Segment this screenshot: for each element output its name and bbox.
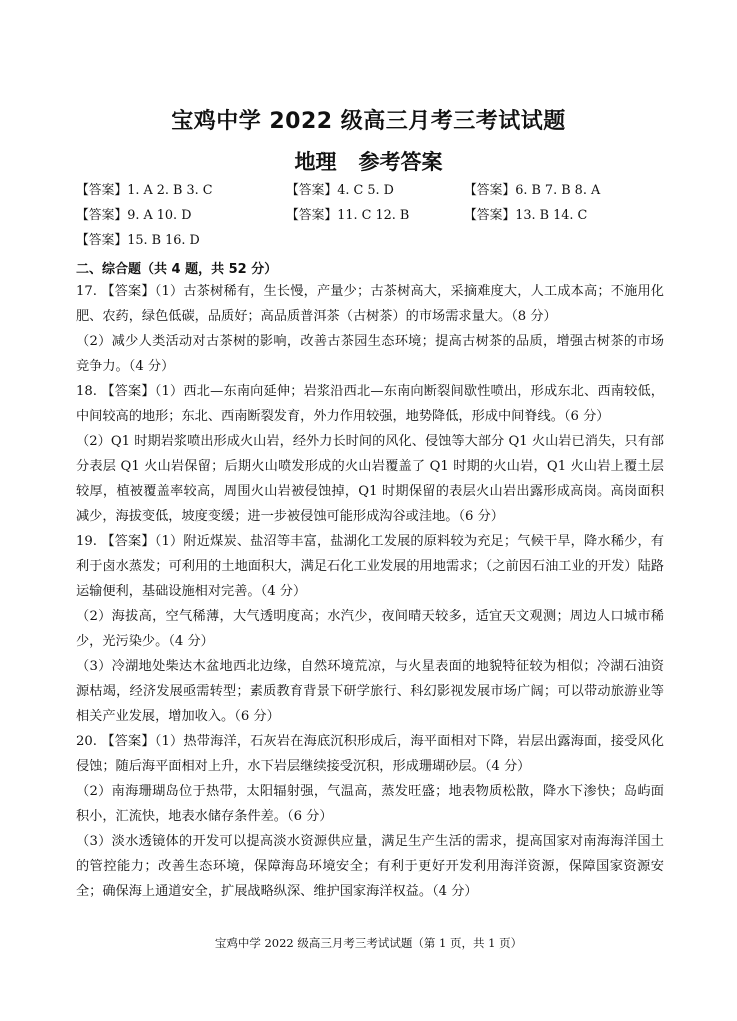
answer-key-label: 参考答案 [358, 150, 443, 174]
answer-20-part-1: 20. 【答案】（1）热带海洋，石灰岩在海底沉积形成后，海平面相对下降，岩层出露海面，接受风化侵蚀；随后海平面相对上升，水下岩层继续接受沉积，形成珊瑚砂层。（4 分） [76, 734, 664, 774]
mc-answer-group: 【答案】15. B 16. D [76, 233, 200, 248]
answer-17-part-2: （2）减少人类活动对古茶树的影响，改善古茶园生态环境；提高古树茶的品质，增强古树茶的市场竞争力。（4 分） [76, 334, 664, 374]
page-footer: 宝鸡中学 2022 级高三月考三考试试题（第 1 页，共 1 页） [214, 936, 523, 950]
answer-19-part-3: （3）冷湖地处柴达木盆地西北边缘，自然环境荒凉，与火星表面的地貌特征较为相似；冷湖石油资源枯竭，经济发展亟需转型；素质教育背景下研学旅行、科幻影视发展市场广阔；可以带动旅游业等相关产业发展，增加收入。（6 分） [76, 659, 664, 724]
mc-answers-row-2 [76, 205, 676, 227]
mc-answer-group: 【答案】6. B 7. B 8. A [464, 183, 601, 198]
answer-17-part-1: 17. 【答案】（1）古茶树稀有，生长慢，产量少；古茶树高大，采摘难度大，人工成本高；不施用化肥、农药，绿色低碳，品质好；高品质普洱茶（古树茶）的市场需求量大。（8 分） [76, 284, 664, 324]
answer-20-part-3: （3）淡水透镜体的开发可以提高淡水资源供应量，满足生产生活的需求，提高国家对南海海洋国土的管控能力；改善生态环境，保障海岛环境安全；有利于更好开发利用海洋资源，保障国家资源安全；确保海上通道安全，扩展战略纵深、维护国家海洋权益。（4 分） [76, 834, 664, 899]
section-heading: 二、综合题（共 4 题，共 52 分） [76, 262, 278, 277]
mc-answer-group: 【答案】9. A 10. D [76, 208, 192, 223]
answer-20-part-2: （2）南海珊瑚岛位于热带，太阳辐射强，气温高，蒸发旺盛；地表物质松散，降水下渗快；岛屿面积小，汇流快，地表水储存条件差。（6 分） [76, 784, 664, 824]
answer-18-part-1: 18. 【答案】（1）西北—东南向延伸；岩浆沿西北—东南向断裂间歇性喷出，形成东北、西南较低，中间较高的地形；东北、西南断裂发育，外力作用较强，地势降低，形成中间脊线。（6 分） [76, 384, 664, 424]
page-subtitle [0, 146, 737, 176]
mc-answer-group: 【答案】13. B 14. C [464, 208, 588, 223]
answer-19-part-2: （2）海拔高，空气稀薄，大气透明度高；水汽少，夜间晴天较多，适宜天文观测；周边人口城市稀少，光污染少。（4 分） [76, 609, 664, 649]
subject-label: 地理 [294, 150, 337, 174]
mc-answer-group: 【答案】11. C 12. B [286, 208, 410, 223]
answer-18-part-2: （2）Q1 时期岩浆喷出形成火山岩，经外力长时间的风化、侵蚀等大部分 Q1 火山岩已消失，只有部分表层 Q1 火山岩保留；后期火山喷发形成的火山岩覆盖了 Q1 时期的火山岩，Q1 火山岩上覆土层较厚，植被覆盖率较高，周围火山岩被侵蚀掉，Q1 时期保留的表层火山岩出露形成高岗。高岗面积减少，海拔变低，坡度变缓；进一步被侵蚀可能形成沟谷或洼地。（6 分） [76, 434, 664, 524]
mc-answers-row-3 [76, 230, 676, 252]
page-title: 宝鸡中学 2022 级高三月考三考试试题 [171, 109, 566, 134]
answer-19-part-1: 19. 【答案】（1）附近煤炭、盐沼等丰富，盐湖化工发展的原料较为充足；气候干旱，降水稀少，有利于卤水蒸发；可利用的土地面积大，满足石化工业发展的用地需求；（之前因石油工业的开发）陆路运输便利，基础设施相对完善。（4 分） [76, 534, 664, 599]
mc-answer-group: 【答案】4. C 5. D [286, 183, 394, 198]
mc-answers-row-1 [76, 180, 676, 202]
mc-answer-group: 【答案】1. A 2. B 3. C [76, 183, 213, 198]
